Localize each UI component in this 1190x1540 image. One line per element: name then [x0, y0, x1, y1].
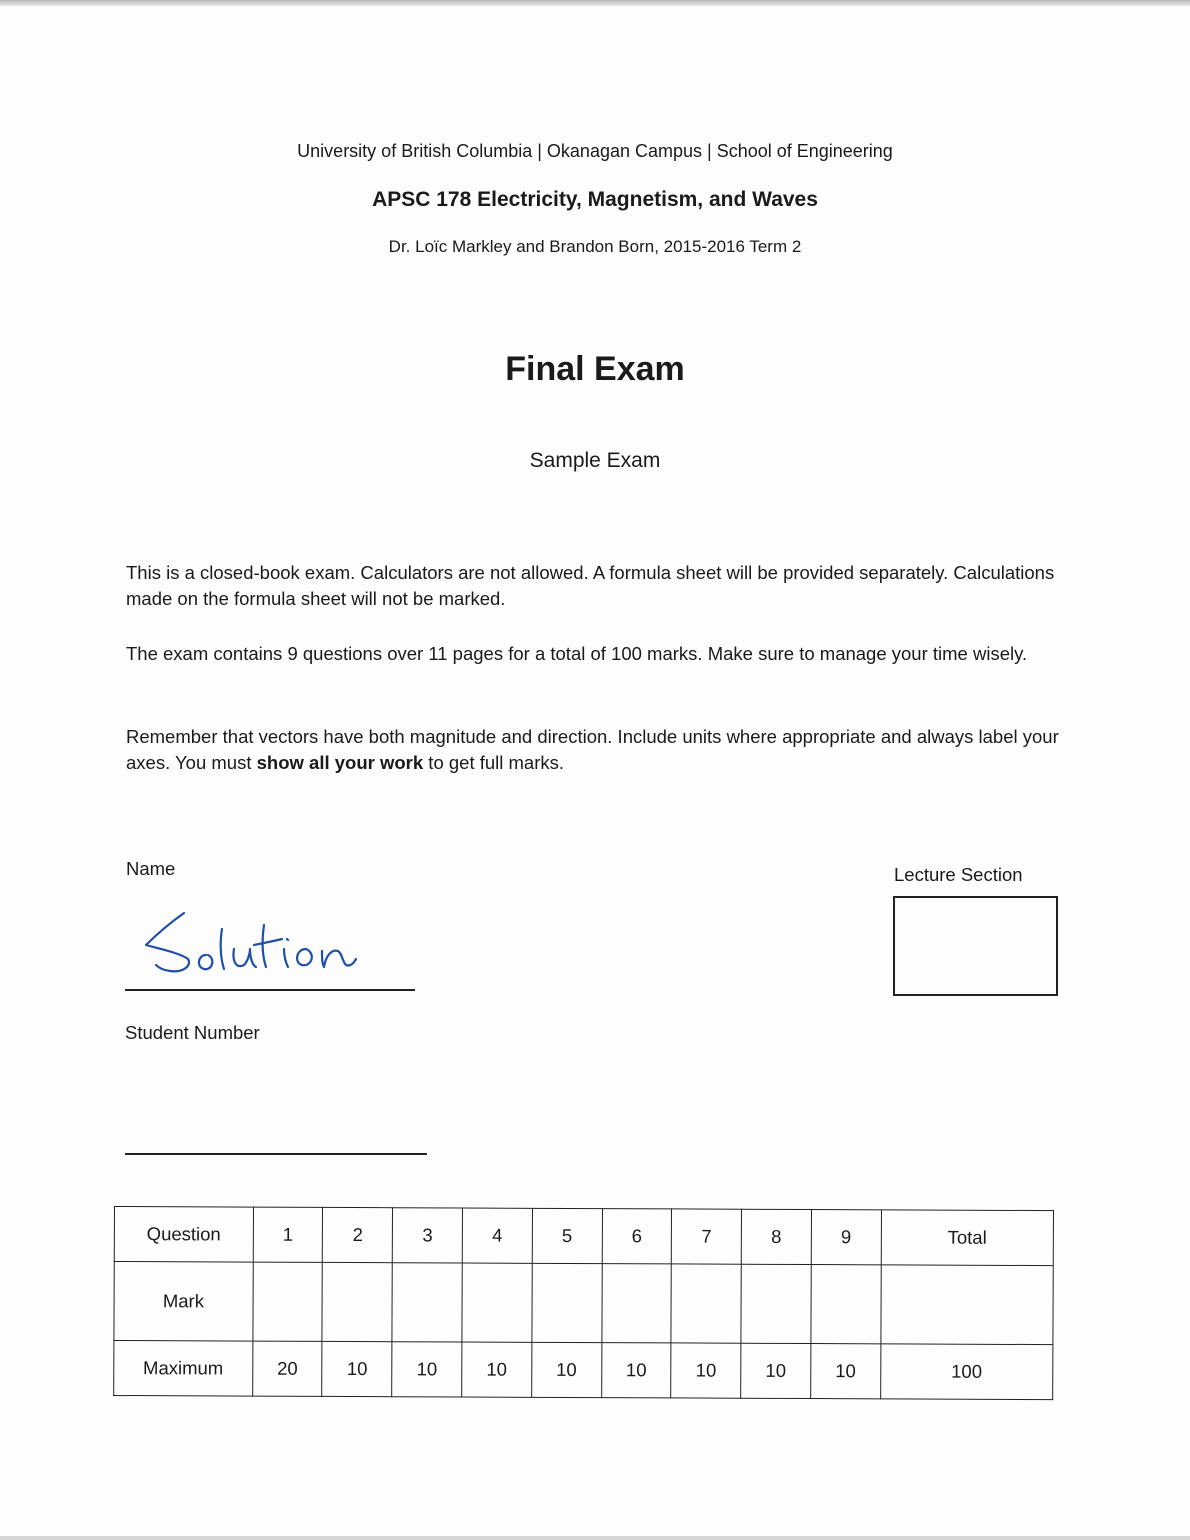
question-number: 9: [811, 1210, 881, 1265]
exam-title: Final Exam: [505, 350, 685, 388]
exam-subtitle: Sample Exam: [529, 449, 661, 472]
mark-cell: [532, 1263, 602, 1342]
lecture-section-label: Lecture Section: [894, 864, 1023, 885]
scan-edge-bottom: [0, 1536, 1190, 1540]
instructions-paragraph-2: The exam contains 9 questions over 11 pages for a total of 100 marks. Make sure to manage your time wisely.: [126, 643, 1028, 664]
instructions-paragraph-3: [126, 724, 1066, 776]
maximum-row: [114, 1341, 1053, 1400]
course-title: APSC 178 Electricity, Magnetism, and Waves: [372, 188, 818, 211]
name-underline: [125, 989, 415, 991]
maximum-cell: 10: [322, 1341, 392, 1396]
maximum-cell: 10: [462, 1342, 532, 1397]
mark-row-label: Mark: [114, 1262, 253, 1342]
scan-edge-top: [0, 0, 1190, 6]
total-header: Total: [881, 1210, 1054, 1266]
question-number: 4: [462, 1208, 532, 1263]
university-line: University of British Columbia | Okanagan Campus | School of Engineering: [297, 141, 893, 161]
mark-cell: [811, 1265, 881, 1344]
mark-cell: [671, 1264, 741, 1343]
mark-total-cell: [881, 1265, 1054, 1345]
mark-cell: [601, 1264, 671, 1343]
mark-row: [114, 1262, 1053, 1345]
question-number: 7: [672, 1209, 742, 1264]
question-row: [114, 1207, 1053, 1266]
question-number: 6: [602, 1209, 672, 1264]
instructions-p3-emphasis: show all your work: [256, 752, 424, 773]
question-number: 5: [532, 1208, 602, 1263]
mark-cell: [322, 1262, 392, 1341]
question-row-label: Question: [114, 1207, 253, 1263]
question-number: 2: [323, 1207, 393, 1262]
name-label: Name: [126, 858, 176, 879]
instructions-paragraph-1: This is a closed-book exam. Calculators are not allowed. A formula sheet will be provided separately. Calculations made on the formula sheet will not be marked.: [126, 562, 1055, 609]
mark-cell: [392, 1263, 462, 1342]
instructors-line: Dr. Loïc Markley and Brandon Born, 2015-2016 Term 2: [388, 237, 802, 256]
instructions-p3-text: Remember that vectors have both magnitude and direction. Include units where appropriate and always label your axes. You must: [126, 726, 1059, 773]
handwritten-signature: [140, 905, 370, 985]
question-number: 3: [393, 1208, 463, 1263]
student-number-underline: [125, 1153, 427, 1155]
maximum-cell: 10: [531, 1342, 601, 1397]
maximum-cell: 10: [741, 1343, 811, 1398]
maximum-cell: 10: [601, 1343, 671, 1398]
question-number: 1: [253, 1207, 323, 1262]
maximum-cell: 10: [671, 1343, 741, 1398]
question-number: 8: [741, 1209, 811, 1264]
lecture-section-box: [893, 896, 1058, 996]
maximum-cell: 10: [392, 1342, 462, 1397]
student-number-label: Student Number: [125, 1022, 260, 1043]
instructions-p3-tail: to get full marks.: [423, 752, 565, 773]
maximum-cell: 20: [252, 1341, 322, 1396]
mark-table: [113, 1206, 1054, 1400]
maximum-row-label: Maximum: [114, 1341, 253, 1397]
mark-cell: [741, 1264, 811, 1343]
mark-cell: [462, 1263, 532, 1342]
mark-cell: [253, 1262, 323, 1341]
maximum-cell: 10: [811, 1344, 881, 1399]
maximum-total-cell: 100: [880, 1344, 1053, 1400]
